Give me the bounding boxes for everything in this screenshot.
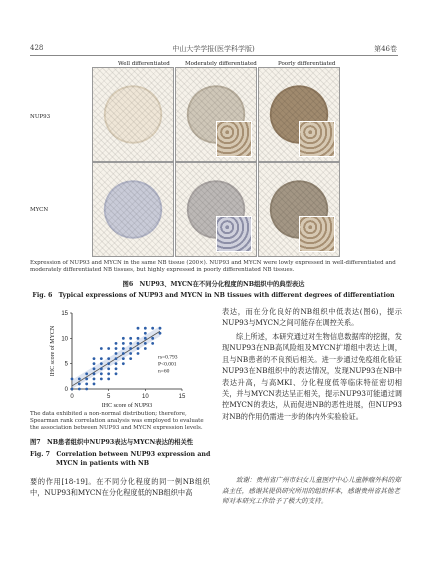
scatter-point	[144, 337, 147, 340]
scatter-point	[129, 347, 132, 350]
page-number: 428	[30, 44, 44, 52]
scatter-point	[93, 383, 96, 386]
scatter-point	[122, 347, 125, 350]
right-paragraph-2: 综上所述，本研究通过对生物信息数据库的挖掘，发现NUP93在NB高风险组及MYCN扩增组中表达上调，且与NB患者的不良预后相关。进一步通过免疫组化验证NUP93在NB组织中的表达情况，发现NUP93在NB中表达升高，与高MKI、分化程度低等临床特征密切相关，并与MYCN表达呈正相关，提示NUP93可能通过调控MYCN的表达，从而促进NB的恶性进展，但NUP93对NB的作用仍需进一步的体内外实验验证。	[222, 332, 402, 421]
scatter-point	[122, 342, 125, 345]
scatter-point	[115, 372, 118, 375]
scatter-point	[129, 337, 132, 340]
scatter-point	[85, 377, 88, 380]
col-label-well: Well differentiated	[118, 61, 170, 67]
journal-title: 中山大学学报(医学科学版)	[172, 45, 255, 53]
right-paragraph-1: 表达，而在分化良好的NB组织中低表达(图6)，提示NUP93与MYCN之间可能存在调控关系。	[222, 307, 402, 328]
col-label-poor: Poorly differentiated	[278, 61, 336, 67]
scatter-point	[137, 347, 140, 350]
scatter-point	[71, 388, 74, 391]
scatter-point	[151, 337, 154, 340]
scatter-point	[122, 362, 125, 365]
scatter-point	[93, 362, 96, 365]
volume-label: 第46卷	[374, 45, 397, 53]
y-tick-label: 0	[64, 387, 68, 393]
y-tick-label: 15	[61, 311, 68, 317]
row-label-mycn: MYCN	[30, 207, 49, 213]
scatter-point	[78, 388, 81, 391]
scatter-point	[100, 362, 103, 365]
fig7-title-en-2: MYCN in patients with NB	[56, 460, 150, 467]
ihc-panel-mycn-moderate	[175, 162, 257, 257]
fig7-title-en-1: Fig. 7 Correlation between NUP93 expression and	[30, 451, 211, 458]
scatter-point	[151, 342, 154, 345]
y-axis-label: IHC score of MYCN	[50, 325, 56, 377]
scatter-point	[115, 352, 118, 355]
scatter-point	[107, 357, 110, 360]
stat-label: n=60	[158, 368, 170, 375]
scatter-point	[107, 377, 110, 380]
fig7-title-zh: 图7 NB患者组织中NUP93表达与MYCN表达的相关性	[30, 439, 194, 446]
scatter-point	[144, 342, 147, 345]
scatter-point	[85, 383, 88, 386]
scatter-point	[115, 367, 118, 370]
left-body-text: 要的作用[18-19]。在不同分化程度的同一例NB组织中，NUP93和MYCN在分化程度低的NB组织中高	[30, 477, 210, 498]
scatter-point	[93, 372, 96, 375]
scatter-point	[107, 372, 110, 375]
scatter-point	[144, 347, 147, 350]
scatter-point	[129, 352, 132, 355]
fig7-caption-en: The data exhibited a non-normal distribution; therefore, Spearman rank correlation analysis was employed to evaluate the association between NUP93 and MYCN expression levels.	[30, 411, 204, 432]
fig6-caption-en: Expression of NUP93 and MYCN in the same NB tissue (200×). NUP93 and MYCN were lowly expressed in well-differentiated and moderately differentiated NB tissues, but highly expressed in poorly differentiated NB tissues.	[30, 260, 396, 274]
scatter-point	[107, 347, 110, 350]
fig6-title-zh: 图6 NUP93、MYCN在不同分化程度的NB组织中的典型表达	[122, 281, 305, 288]
row-label-nup93: NUP93	[30, 114, 51, 120]
acknowledgement: 致谢：贵州省广州市妇女儿童医疗中心儿童肿瘤外科的郑焱主任，感谢其提供研究所用的组织样本，感谢贵州省其他老师对本研究工作给予了极大的支持。	[222, 476, 401, 506]
scatter-point	[100, 372, 103, 375]
scatter-point	[93, 367, 96, 370]
scatter-point	[122, 352, 125, 355]
scatter-point	[137, 337, 140, 340]
fig6-title-en: Fig. 6 Typical expressions of NUP93 and MYCN in NB tissues with different degrees of differentiation	[32, 292, 395, 299]
stat-label: P<0.001	[158, 361, 177, 368]
scatter-point	[137, 342, 140, 345]
scatter-point	[137, 327, 140, 330]
y-tick-label: 5	[64, 361, 68, 368]
scatter-point	[100, 367, 103, 370]
x-tick-label: 0	[70, 394, 74, 400]
scatter-point	[93, 357, 96, 360]
scatter-point	[78, 377, 81, 380]
scatter-point	[93, 377, 96, 380]
scatter-point	[129, 342, 132, 345]
x-axis-label: IHC score of NUP93	[101, 403, 153, 409]
scatter-point	[85, 388, 88, 391]
scatter-point	[151, 327, 154, 330]
scatter-point	[107, 367, 110, 370]
scatter-point	[159, 327, 162, 330]
ihc-panel-nup93-poor	[258, 67, 340, 162]
col-label-moderate: Moderately differentiated	[185, 61, 257, 67]
scatter-point	[85, 372, 88, 375]
scatter-point	[100, 347, 103, 350]
ihc-panel-mycn-poor	[258, 162, 340, 257]
scatter-point	[115, 362, 118, 365]
scatter-point	[144, 327, 147, 330]
scatter-point	[159, 332, 162, 335]
header-rule	[30, 55, 398, 56]
scatter-point	[115, 347, 118, 350]
ihc-panel-nup93-well	[92, 67, 174, 162]
scatter-point	[137, 352, 140, 355]
scatter-point	[122, 337, 125, 340]
scatter-point	[122, 357, 125, 360]
scatter-point	[78, 383, 81, 386]
ihc-panel-nup93-moderate	[175, 67, 257, 162]
stat-label: rs=0.793	[158, 354, 178, 361]
x-tick-label: 15	[178, 394, 186, 400]
scatter-point	[129, 357, 132, 360]
scatter-point	[107, 362, 110, 365]
y-tick-label: 10	[61, 336, 68, 343]
scatter-point	[100, 357, 103, 360]
scatter-point	[115, 357, 118, 360]
x-tick-label: 10	[141, 394, 149, 400]
scatter-point	[115, 342, 118, 345]
ihc-panel-mycn-well	[92, 162, 174, 257]
scatter-point	[100, 377, 103, 380]
scatter-point	[144, 332, 147, 335]
x-tick-label: 5	[106, 394, 111, 400]
fig7-scatter-chart	[40, 305, 200, 415]
scatter-point	[71, 377, 74, 380]
